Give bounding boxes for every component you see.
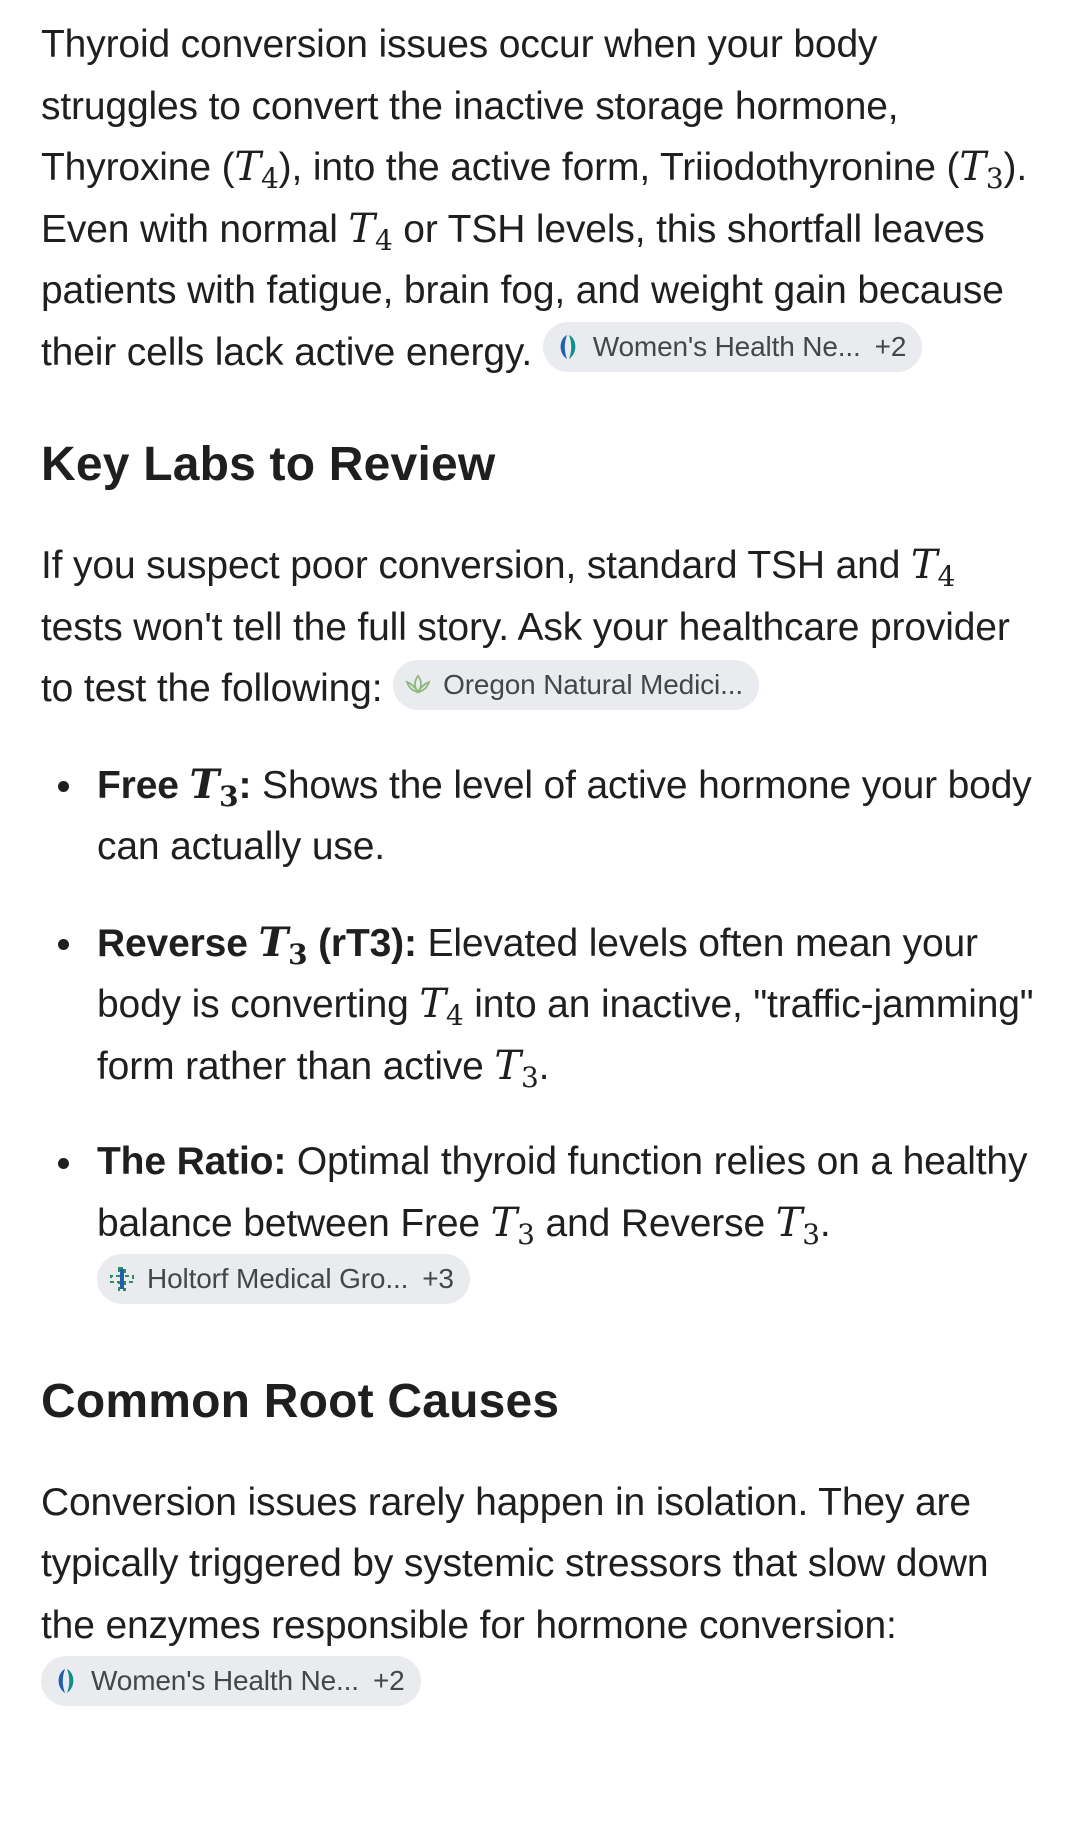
math-t4: $T_4$: [234, 144, 279, 195]
math-t4: $T_4$: [419, 981, 464, 1032]
math-t3: $T_3$: [258, 918, 308, 971]
intro-paragraph: [41, 14, 1040, 383]
source-chip-oregon-natural-medicine[interactable]: Oregon Natural Medici...: [393, 660, 759, 710]
section-heading-root-causes: Common Root Causes: [41, 1374, 560, 1428]
list-item-ratio: The Ratio: Optimal thyroid function relies on a healthy balance between Free $T_3$ and Reverse $T_3$. Holtorf Medical Gro... +3: [97, 1131, 1040, 1316]
key-labs-list: [41, 754, 1040, 1316]
math-t3: $T_3$: [775, 1199, 820, 1251]
intro-text: Thyroid conversion issues occur when your body struggles to convert the inactive storage hormone, Thyroxine (: [41, 23, 899, 189]
list-item-free-t3: Free $T_3$: Shows the level of active hormone your body can actually use.: [97, 754, 1040, 878]
intro-text: ). Even with normal: [41, 146, 1028, 251]
key-labs-paragraph: If you suspect poor conversion, standard TSH and $T_4$ tests won't tell the full story. Ask your healthcare provider to test the following: Oregon Natural Medici...: [41, 542, 1010, 710]
source-chip-womens-health[interactable]: Women's Health Ne... +2: [543, 322, 923, 372]
source-chip-womens-health[interactable]: Women's Health Ne... +2: [41, 1656, 421, 1706]
math-t3: $T_3$: [959, 144, 1004, 195]
math-t3: $T_3$: [494, 1042, 539, 1094]
medical-cross-logo-icon: [108, 1265, 136, 1293]
list-item-reverse-t3: Reverse $T_3$ (rT3): Elevated levels often mean your body is converting $T_4$ into an inactive, "traffic-jamming" form rather than active $T_3$.: [97, 912, 1040, 1098]
intro-text: ), into the active form, Triiodothyronine (: [278, 146, 960, 189]
math-t4: $T_4$: [910, 542, 956, 593]
math-t3: $T_3$: [189, 760, 239, 813]
leaf-logo-icon: [52, 1667, 80, 1695]
root-causes-paragraph: Conversion issues rarely happen in isolation. They are typically triggered by systemic stressors that slow down the enzymes responsible for hormone conversion: Women's Health Ne... +2: [41, 1472, 1040, 1718]
lotus-logo-icon: [404, 671, 432, 699]
math-t4: $T_4$: [348, 205, 393, 257]
intro-text: or TSH levels, this shortfall leaves patients with fatigue, brain fog, and weight gain because their cells lack active energy.: [41, 207, 1004, 374]
section-heading-key-labs: Key Labs to Review: [41, 438, 496, 491]
leaf-logo-icon: [554, 333, 582, 361]
math-t3: $T_3$: [490, 1199, 535, 1251]
source-chip-holtorf-medical[interactable]: Holtorf Medical Gro... +3: [97, 1254, 470, 1304]
